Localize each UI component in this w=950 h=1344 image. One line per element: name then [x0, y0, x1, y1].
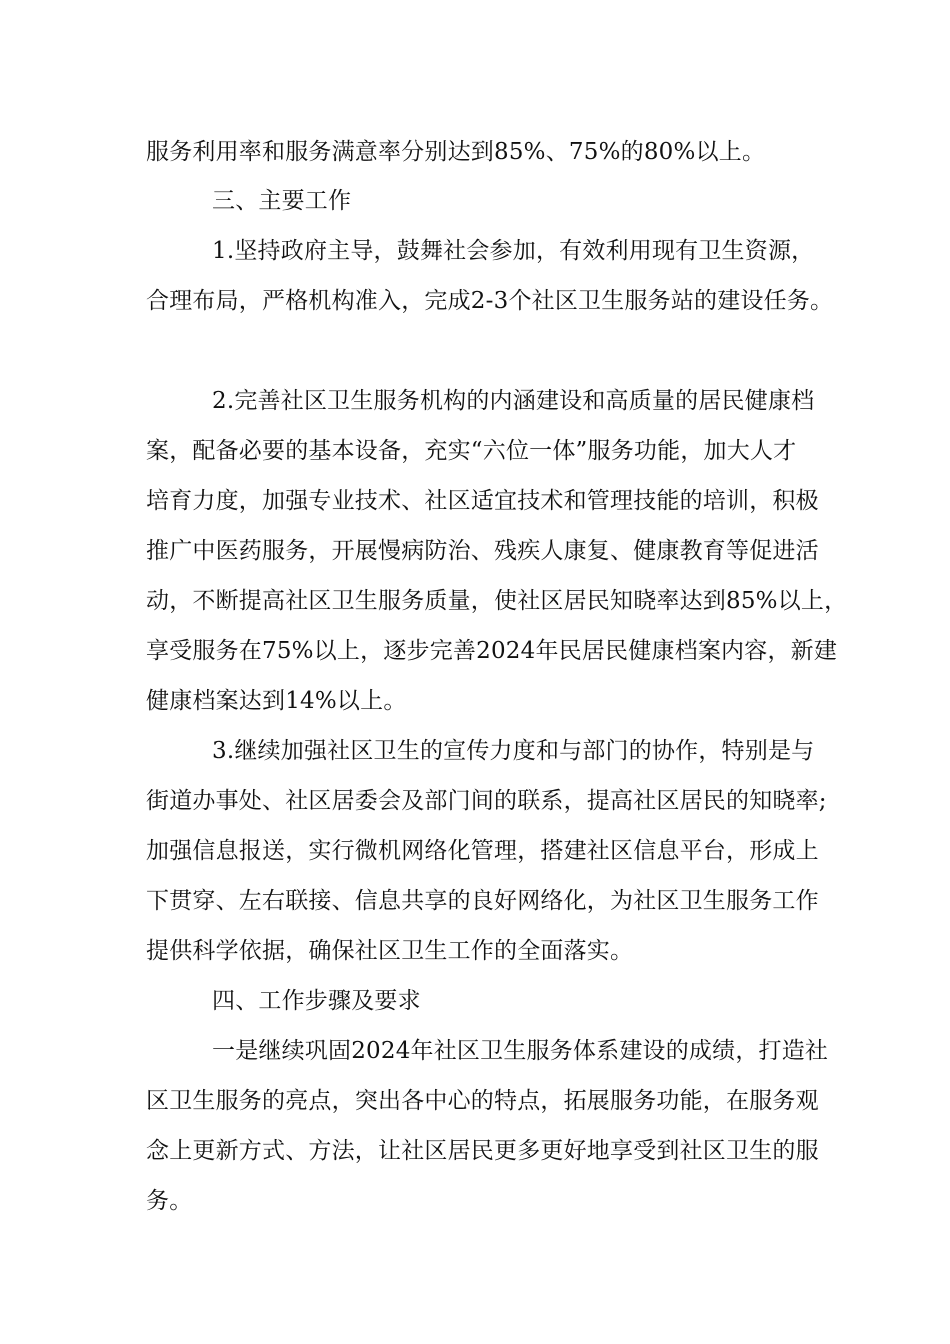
- text-line: 1.坚持政府主导，鼓舞社会参加，有效利用现有卫生资源，: [212, 238, 815, 264]
- text-line: 加强信息报送，实行微机网络化管理，搭建社区信息平台，形成上: [146, 838, 819, 864]
- text-line: 合理布局，严格机构准入，完成2-3个社区卫生服务站的建设任务。: [146, 288, 834, 314]
- text-line: 区卫生服务的亮点，突出各中心的特点，拓展服务功能，在服务观: [146, 1088, 819, 1114]
- text-line: 服务利用率和服务满意率分别达到85%、75%的80%以上。: [146, 139, 766, 165]
- text-line: 一是继续巩固2024年社区卫生服务体系建设的成绩，打造社: [212, 1038, 829, 1064]
- section-heading: 四、工作步骤及要求: [212, 988, 421, 1014]
- text-line: 3.继续加强社区卫生的宣传力度和与部门的协作，特别是与: [212, 738, 815, 764]
- text-line: 提供科学依据，确保社区卫生工作的全面落实。: [146, 938, 634, 964]
- text-line: 2.完善社区卫生服务机构的内涵建设和高质量的居民健康档: [212, 388, 815, 414]
- section-heading: 三、主要工作: [212, 188, 352, 214]
- text-line: 推广中医药服务，开展慢病防治、残疾人康复、健康教育等促进活: [146, 538, 819, 564]
- text-line: 街道办事处、社区居委会及部门间的联系，提高社区居民的知晓率;: [146, 788, 827, 814]
- text-line: 培育力度，加强专业技术、社区适宜技术和管理技能的培训，积极: [146, 488, 819, 514]
- text-line: 下贯穿、左右联接、信息共享的良好网络化，为社区卫生服务工作: [146, 888, 819, 914]
- text-line: 动，不断提高社区卫生服务质量，使社区居民知晓率达到85%以上，: [146, 588, 848, 614]
- text-line: 念上更新方式、方法，让社区居民更多更好地享受到社区卫生的服: [146, 1138, 819, 1164]
- text-line: 案，配备必要的基本设备，充实“六位一体”服务功能，加大人才: [146, 438, 797, 464]
- text-line: 务。: [146, 1188, 193, 1214]
- text-line: 健康档案达到14%以上。: [146, 688, 407, 714]
- text-line: 享受服务在75%以上，逐步完善2024年民居民健康档案内容，新建: [146, 638, 838, 664]
